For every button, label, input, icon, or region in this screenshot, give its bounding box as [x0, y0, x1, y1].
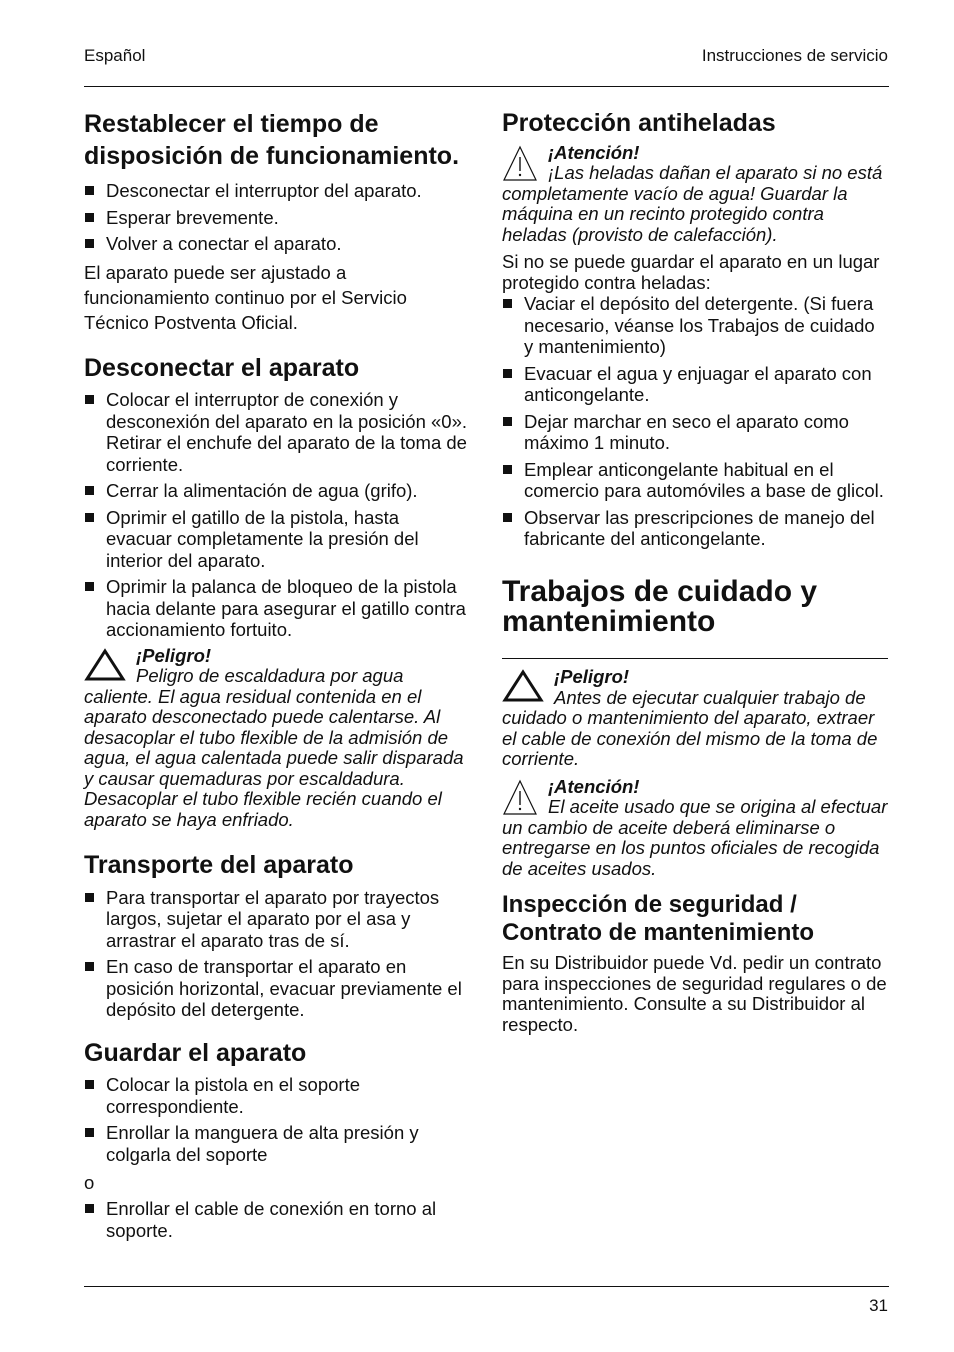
left-column [84, 108, 468, 1246]
list-item: Esperar brevemente. [84, 207, 468, 229]
heading-store: Guardar el aparato [84, 1038, 307, 1067]
list-item: Vaciar el depósito del detergente. (Si fuera necesario, véanse los Trabajos de cuidado y mantenimiento) [502, 293, 888, 358]
list-item: Para transportar el aparato por trayectos largos, sujetar el aparato por el asa y arrastrar el aparato tras de sí. [84, 887, 468, 952]
maintenance-danger-notice [502, 667, 888, 770]
store-or: o [84, 1172, 95, 1193]
reset-list [84, 180, 468, 255]
danger-title: ¡Peligro! [136, 644, 212, 666]
attention-text: El aceite usado que se origina al efectuar un cambio de aceite deberá eliminarse o entregarse en los puntos oficiales de recogida de aceites usados. [502, 796, 888, 879]
header-rule [84, 86, 889, 87]
header-document-title: Instrucciones de servicio [701, 46, 888, 65]
list-item: Cerrar la alimentación de agua (grifo). [84, 480, 468, 502]
attention-text: ¡Las heladas dañan el aparato si no está completamente vacío de agua! Guardar la máquina en un recinto protegido contra heladas (provisto de calefacción). [502, 162, 883, 245]
maintenance-attention-notice [502, 777, 888, 880]
danger-triangle-icon [502, 669, 544, 703]
attention-notice [502, 143, 888, 246]
list-item: Dejar marchar en seco el aparato como máximo 1 minuto. [502, 411, 888, 454]
heading-transport: Transporte del aparato [84, 851, 354, 879]
section-rule [502, 658, 888, 659]
list-item: Evacuar el agua y enjuagar el aparato con anticongelante. [502, 363, 888, 406]
attention-triangle-icon [502, 779, 538, 817]
store-list [84, 1074, 468, 1165]
list-item: Volver a conectar el aparato. [84, 233, 468, 255]
attention-title: ¡Atención! [548, 141, 640, 163]
transport-list [84, 887, 468, 1021]
header-section-label: Español [84, 46, 146, 65]
list-item: En caso de transportar el aparato en posición horizontal, evacuar previamente el depósito del detergente. [84, 956, 468, 1021]
danger-text: Peligro de escaldadura por agua caliente. El agua residual contenida en el aparato desconectado puede calentarse. Al desacoplar el tubo flexible de la admisión de agua, el agua calentada puede salir disparada y causar quemaduras por escaldadura. Desacoplar el tubo flexible recién cuando el aparato se haya enfriado. [84, 665, 464, 830]
frost-intro: Si no se puede guardar el aparato en un lugar protegido contra heladas: [502, 251, 880, 293]
danger-notice [84, 646, 468, 831]
danger-triangle-icon [84, 648, 126, 682]
list-item: Desconectar el interruptor del aparato. [84, 180, 468, 202]
reset-paragraph: El aparato puede ser ajustado a funcionamiento continuo por el Servicio Técnico Postventa Oficial. [84, 261, 407, 333]
list-item: Emplear anticongelante habitual en el comercio para automóviles a base de glicol. [502, 459, 888, 502]
frost-list [502, 293, 888, 550]
list-item: Colocar la pistola en el soporte correspondiente. [84, 1074, 468, 1117]
list-item: Oprimir la palanca de bloqueo de la pistola hacia delante para asegurar el gatillo contra accionamiento fortuito. [84, 576, 468, 641]
heading-disconnect: Desconectar el aparato [84, 353, 360, 382]
disconnect-list [84, 389, 468, 641]
heading-reset: Restablecer el tiempo de disposición de funcionamiento. [84, 110, 460, 170]
heading-maintenance: Trabajos de cuidado y mantenimiento [502, 574, 818, 639]
page-number: 31 [869, 1296, 888, 1315]
danger-title: ¡Peligro! [554, 666, 630, 688]
list-item: Colocar el interruptor de conexión y desconexión del aparato en la posición «0». Retirar el enchufe del aparato de la toma de corriente. [84, 389, 468, 475]
footer-rule [84, 1286, 889, 1287]
heading-inspection: Inspección de seguridad / Contrato de mantenimiento [502, 891, 815, 947]
inspection-text: En su Distribuidor puede Vd. pedir un contrato para inspecciones de seguridad regulares o de mantenimiento. Consulte a su Distribuidor al respecto. [502, 952, 887, 1035]
danger-text: Antes de ejecutar cualquier trabajo de cuidado o mantenimiento del aparato, extraer el cable de conexión del mismo de la toma de corriente. [502, 686, 878, 770]
list-item: Oprimir el gatillo de la pistola, hasta evacuar completamente la presión del interior del aparato. [84, 507, 468, 572]
attention-triangle-icon [502, 145, 538, 183]
heading-frost: Protección antiheladas [502, 109, 776, 137]
list-item: Enrollar la manguera de alta presión y colgarla del soporte [84, 1122, 468, 1165]
list-item: Enrollar el cable de conexión en torno al soporte. [84, 1198, 468, 1241]
store-list-2 [84, 1198, 468, 1241]
list-item: Observar las prescripciones de manejo del fabricante del anticongelante. [502, 507, 888, 550]
right-column [502, 108, 888, 1035]
attention-title: ¡Atención! [548, 775, 640, 797]
